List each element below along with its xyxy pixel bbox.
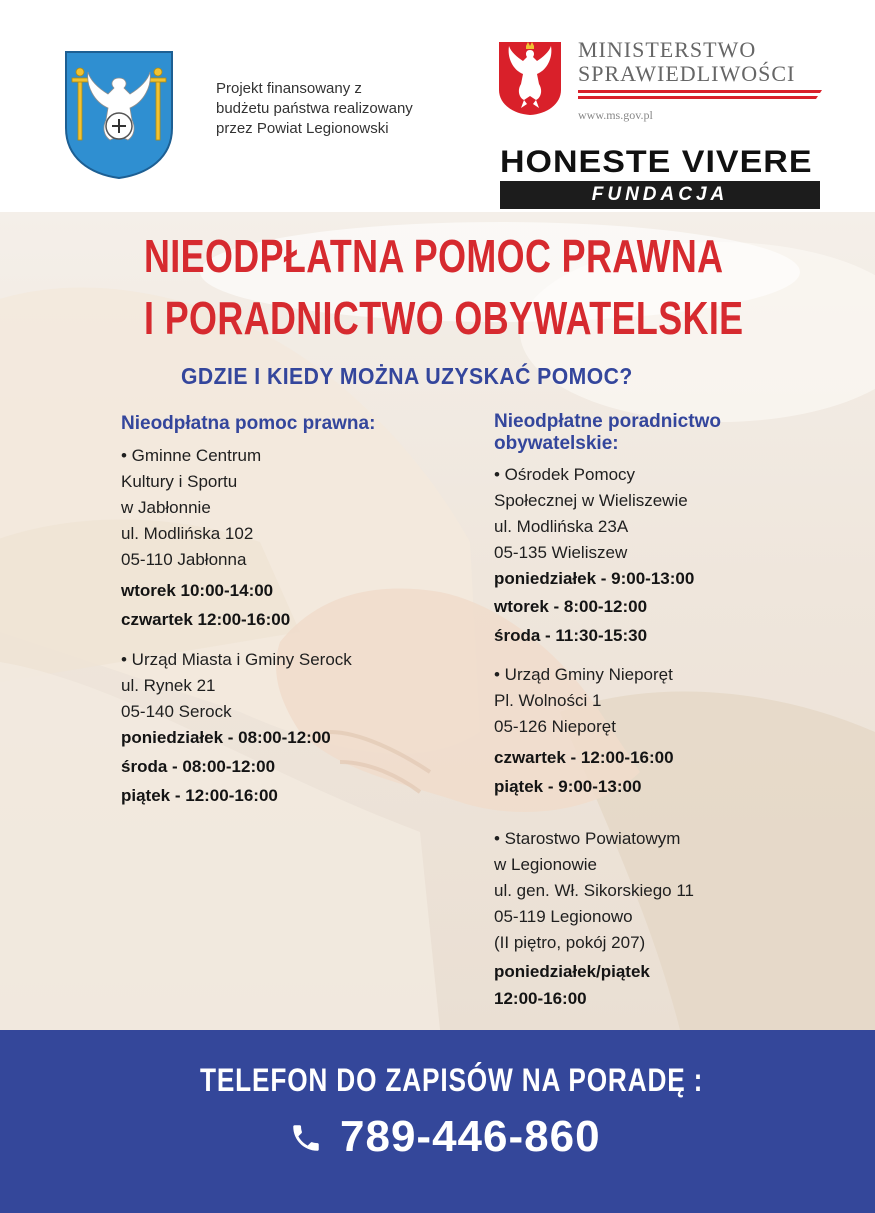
right-column-heading-line: Nieodpłatne poradnictwo xyxy=(494,411,721,432)
address-line: 05-119 Legionowo xyxy=(494,907,633,926)
foundation-name: HONESTE VIVERE xyxy=(500,144,813,180)
left-column-heading: Nieodpłatna pomoc prawna: xyxy=(121,413,376,434)
hours-line: poniedziałek - 9:00-13:00 xyxy=(494,569,695,588)
address-line: • Ośrodek Pomocy xyxy=(494,465,636,484)
foundation-label: FUNDACJA xyxy=(500,181,820,209)
hours-line: środa - 08:00-12:00 xyxy=(121,757,276,776)
ministry-name-line1: MINISTERSTWO xyxy=(578,37,757,62)
address-line: ul. Rynek 21 xyxy=(121,676,216,695)
address-line: w Jabłonnie xyxy=(121,498,211,517)
county-coat-of-arms-logo xyxy=(64,50,174,180)
address-line: • Starostwo Powiatowym xyxy=(494,829,681,848)
address-line: Społecznej w Wieliszewie xyxy=(494,491,688,510)
page-subtitle: GDZIE I KIEDY MOŻNA UZYSKAĆ POMOC? xyxy=(181,363,633,389)
page-title-line1: NIEODPŁATNA POMOC PRAWNA xyxy=(144,230,724,282)
funding-note-line: budżetu państwa realizowany xyxy=(216,100,413,117)
ministry-name-line2: SPRAWIEDLIWOŚCI xyxy=(578,61,796,86)
hours-line: środa - 11:30-15:30 xyxy=(494,626,648,645)
hours-line: 12:00-16:00 xyxy=(494,989,587,1008)
address-line: • Gminne Centrum xyxy=(121,446,262,465)
address-line: Kultury i Sportu xyxy=(121,472,238,491)
ministry-stripes-decoration xyxy=(578,89,822,103)
hours-line: czwartek 12:00-16:00 xyxy=(121,610,291,629)
address-line: ul. Modlińska 23A xyxy=(494,517,629,536)
address-line: 05-135 Wieliszew xyxy=(494,543,628,562)
page-title-line2: I PORADNICTWO OBYWATELSKIE xyxy=(144,292,744,344)
header xyxy=(0,0,875,212)
phone-number[interactable]: 789-446-860 xyxy=(340,1112,601,1161)
funding-note-line: przez Powiat Legionowski xyxy=(216,120,389,137)
hours-line: poniedziałek - 08:00-12:00 xyxy=(121,728,331,747)
address-line: • Urząd Gminy Nieporęt xyxy=(494,665,673,684)
address-line: 05-126 Nieporęt xyxy=(494,717,616,736)
hours-line: wtorek 10:00-14:00 xyxy=(121,581,274,600)
address-line: (II piętro, pokój 207) xyxy=(494,933,646,952)
address-line: ul. Modlińska 102 xyxy=(121,524,254,543)
right-column-heading xyxy=(494,411,794,455)
polish-eagle-emblem xyxy=(497,40,563,116)
phone-icon xyxy=(289,1121,323,1155)
address-line: w Legionowie xyxy=(494,855,598,874)
funding-note xyxy=(216,79,436,139)
hours-line: piątek - 12:00-16:00 xyxy=(121,786,278,805)
right-column-heading-line: obywatelskie: xyxy=(494,433,619,454)
ministry-name xyxy=(578,38,795,86)
address-line: • Urząd Miasta i Gminy Serock xyxy=(121,650,352,669)
footer-title: TELEFON DO ZAPISÓW NA PORADĘ : xyxy=(200,1062,704,1098)
ministry-url: www.ms.gov.pl xyxy=(578,108,653,122)
funding-note-line: Projekt finansowany z xyxy=(216,80,362,97)
hours-line: piątek - 9:00-13:00 xyxy=(494,777,642,796)
address-line: ul. gen. Wł. Sikorskiego 11 xyxy=(494,881,694,900)
address-line: 05-110 Jabłonna xyxy=(121,550,247,569)
address-line: 05-140 Serock xyxy=(121,702,232,721)
hours-line: wtorek - 8:00-12:00 xyxy=(494,597,648,616)
address-line: Pl. Wolności 1 xyxy=(494,691,602,710)
hours-line: poniedziałek/piątek xyxy=(494,962,650,981)
hours-line: czwartek - 12:00-16:00 xyxy=(494,748,674,767)
